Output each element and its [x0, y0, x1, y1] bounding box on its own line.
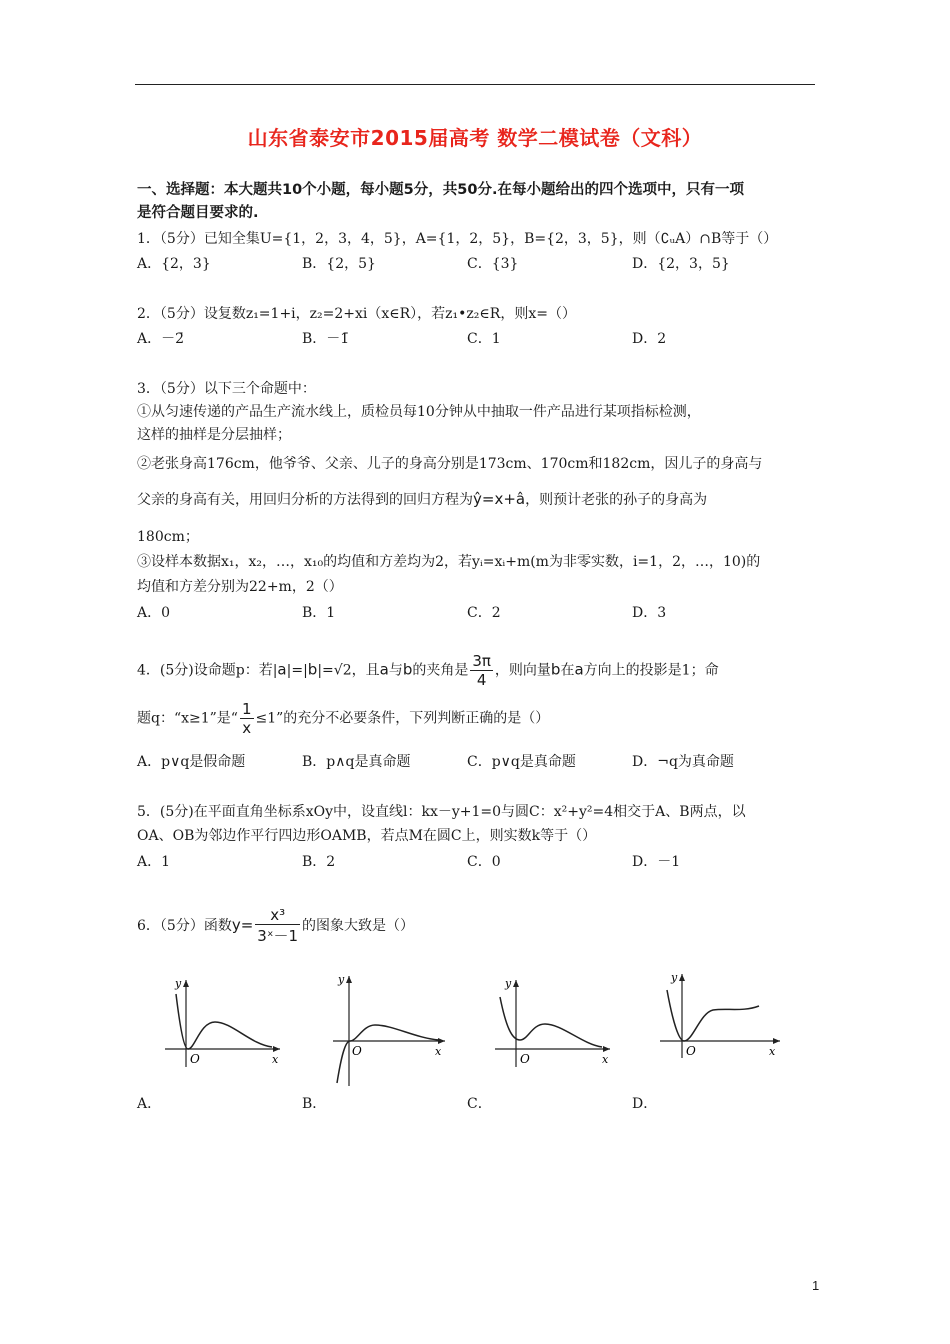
q5-line2: OA、OB为邻边作平行四边形OAMB，若点M在圆C上，则实数k等于（）: [137, 828, 597, 844]
page-title: 山东省泰安市2015届高考 数学二模试卷（文科）: [247, 126, 703, 150]
graph-c[interactable]: [490, 972, 615, 1072]
q4-option-c[interactable]: C．p∨q是真命题: [467, 754, 576, 770]
function-fraction-num: x³: [255, 906, 300, 925]
q6-pre: 6．（5分）函数: [137, 918, 232, 934]
q2-option-d[interactable]: D．2: [632, 331, 667, 347]
graph-c-curve: [500, 997, 602, 1047]
graph-a-origin: O: [190, 1052, 200, 1066]
section-heading-line1: 一、选择题：本大题共10个小题，每小题5分，共50分.在每小题给出的四个选项中，只有一项: [137, 182, 744, 198]
q5-option-c[interactable]: C．0: [467, 854, 501, 870]
function-fraction-den: 3ˣ－1: [257, 927, 299, 945]
q6-y-eq: y=: [231, 916, 254, 934]
q6-option-d[interactable]: D．: [632, 1096, 658, 1112]
reciprocal-fraction: [240, 700, 254, 737]
q4-line2-post: ≤1”的充分不必要条件，下列判断正确的是（）: [255, 710, 550, 727]
q6-option-b[interactable]: B．: [302, 1096, 327, 1112]
reciprocal-fraction-num: 1: [241, 700, 252, 718]
q3-p1-line1: ①从匀速传递的产品生产流水线上，质检员每10分钟从中抽取一件产品进行某项指标检测，: [137, 404, 701, 420]
vector-b: b: [307, 660, 318, 679]
q2-option-c[interactable]: C．1: [467, 331, 501, 347]
graph-c-x-arrow: [603, 1046, 610, 1052]
graph-d[interactable]: [655, 968, 785, 1063]
q5-option-a[interactable]: A．1: [137, 854, 171, 870]
graph-d-y-label: y: [671, 971, 678, 984]
regression-equation: ŷ=x+â: [473, 490, 526, 508]
graph-a-y-label: y: [175, 977, 182, 990]
graph-b-origin: O: [352, 1044, 362, 1058]
graph-c-y-label: y: [505, 977, 512, 990]
q3-p3-line2: 均值和方差分别为22+m，2（）: [137, 579, 343, 595]
vector-b-2: b: [402, 660, 413, 679]
section-heading-line2: 是符合题目要求的.: [137, 205, 259, 221]
q4-mid4: 的夹角是: [412, 662, 469, 679]
q5-option-b[interactable]: B．2: [302, 854, 336, 870]
page-number: 1: [812, 1278, 820, 1293]
q4-mid2: |=√2，且: [317, 662, 380, 679]
graph-b-y-label: y: [338, 973, 345, 986]
graph-c-origin: O: [520, 1052, 530, 1066]
q5-option-d[interactable]: D．－1: [632, 854, 681, 870]
q4-mid3: 与: [388, 662, 403, 679]
graph-b-x-label: x: [435, 1045, 442, 1058]
q4-pre: 4．(5分)设命题p：若|: [137, 662, 278, 679]
q2-option-b[interactable]: B．－1̄: [302, 331, 350, 347]
function-fraction: [255, 906, 300, 946]
graph-c-x-label: x: [602, 1053, 609, 1066]
graph-a-x-label: x: [272, 1053, 279, 1066]
vector-a-3: a: [574, 660, 584, 679]
q4-mid5: ，则向量: [494, 662, 551, 679]
q4-option-d[interactable]: D．¬q为真命题: [632, 754, 734, 770]
q6-option-a[interactable]: A．: [137, 1096, 162, 1112]
q4-option-a[interactable]: A．p∨q是假命题: [137, 754, 246, 770]
reciprocal-fraction-den: x: [242, 719, 252, 737]
graph-a-y-arrow: [183, 980, 189, 987]
q4-line2: [137, 700, 549, 737]
header-rule: [135, 84, 815, 85]
vector-a-2: a: [379, 660, 389, 679]
angle-fraction-den: 4: [476, 671, 487, 689]
q6-post: 的图象大致是（）: [302, 918, 415, 934]
q3-p3-line1: ③设样本数据x₁，x₂，…，x₁₀的均值和方差均为2，若yᵢ=xᵢ+m(m为非零实数，i=1，2，…，10)的: [137, 554, 761, 570]
graph-d-y-arrow: [679, 974, 685, 981]
q3-p2-line3: 180cm；: [137, 529, 199, 545]
q3-option-d[interactable]: D．3: [632, 605, 667, 621]
q3-p2-line2: [137, 489, 707, 509]
q1-option-d[interactable]: D．{2，3，5}: [632, 256, 730, 272]
q4-line2-pre: 题q：“x≥1”是“: [137, 710, 238, 727]
q2-option-a[interactable]: A．－2̄: [137, 331, 185, 347]
graph-d-curve: [667, 990, 759, 1041]
q3-p2-line2-pre: 父亲的身高有关，用回归分析的方法得到的回归方程为: [137, 492, 473, 508]
q5-line1: 5．(5分)在平面直角坐标系xOy中，设直线l：kx－y+1=0与圆C：x²+y²=4相交于A、B两点，以: [137, 804, 746, 820]
q1-option-b[interactable]: B．{2，5}: [302, 256, 376, 272]
graph-d-origin: O: [686, 1044, 696, 1058]
angle-fraction: [470, 652, 493, 689]
graph-d-x-arrow: [773, 1038, 780, 1044]
q6-option-c[interactable]: C．: [467, 1096, 492, 1112]
q1-option-c[interactable]: C．{3}: [467, 256, 519, 272]
q4-line1: [137, 652, 719, 689]
q2-text: 2．（5分）设复数z₁=1+i，z₂=2+xi（x∈R），若z₁•z₂∈R，则x=（）: [137, 306, 576, 322]
graph-a-x-arrow: [273, 1046, 280, 1052]
q1-text: 1．（5分）已知全集U={1，2，3，4，5}，A={1，2，5}，B={2，3，5}，则（∁ᵤA）∩B等于（）: [137, 231, 778, 247]
q3-option-c[interactable]: C．2: [467, 605, 501, 621]
q3-p2-line2-post: ，则预计老张的孙子的身高为: [525, 492, 708, 508]
q4-post: 方向上的投影是1；命: [583, 662, 719, 679]
q3-intro: 3．（5分）以下三个命题中：: [137, 381, 316, 397]
q6-line: [137, 906, 414, 946]
q4-option-b[interactable]: B．p∧q是真命题: [302, 754, 411, 770]
q3-p2-line1: ②老张身高176cm，他爷爷、父亲、儿子的身高分别是173cm、170cm和182cm，因儿子的身高与: [137, 456, 763, 472]
graph-b[interactable]: [325, 968, 450, 1090]
graph-b-x-arrow: [438, 1038, 445, 1044]
q4-mid1: |=|: [286, 662, 308, 679]
q1-option-a[interactable]: A．{2，3}: [137, 256, 211, 272]
q3-option-a[interactable]: A．0: [137, 605, 171, 621]
graph-a[interactable]: [160, 972, 285, 1072]
graph-d-x-label: x: [769, 1045, 776, 1058]
vector-b-3: b: [550, 660, 561, 679]
section-heading: [137, 179, 817, 225]
q4-mid6: 在: [560, 662, 575, 679]
q3-option-b[interactable]: B．1: [302, 605, 336, 621]
graph-c-y-arrow: [513, 980, 519, 987]
q3-p1-line2: 这样的抽样是分层抽样；: [137, 427, 291, 443]
graph-b-y-arrow: [346, 976, 352, 983]
vector-a: a: [277, 660, 287, 679]
graph-a-curve: [176, 994, 272, 1049]
angle-fraction-num: 3π: [472, 652, 491, 670]
